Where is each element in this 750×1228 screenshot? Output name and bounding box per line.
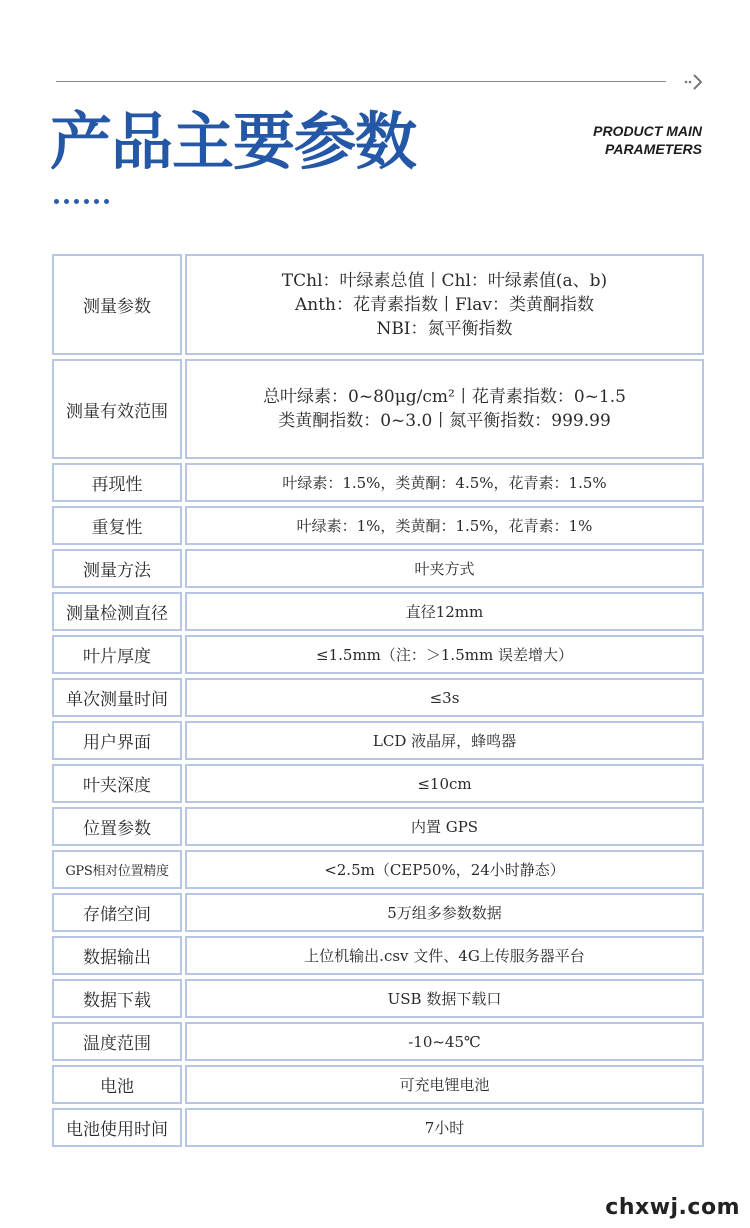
dot	[54, 199, 59, 204]
table-row	[52, 1108, 704, 1147]
table-row	[52, 506, 704, 545]
param-label: 再现性	[52, 463, 182, 502]
page-title: 产品主要参数	[50, 105, 417, 178]
param-label: GPS相对位置精度	[52, 850, 182, 889]
param-value-line: 总叶绿素：0~80μg/cm²丨花青素指数：0~1.5	[263, 387, 626, 407]
param-value: ≤1.5mm（注：＞1.5mm 误差增大）	[185, 635, 704, 674]
english-subtitle	[482, 122, 702, 158]
table-row	[52, 635, 704, 674]
param-label: 单次测量时间	[52, 678, 182, 717]
english-subtitle-line1: PRODUCT MAIN	[593, 123, 702, 139]
table-row	[52, 254, 704, 355]
table-row	[52, 893, 704, 932]
watermark-text: chxwj.com	[605, 1195, 740, 1220]
dot	[94, 199, 99, 204]
table-row	[52, 359, 704, 459]
param-label: 用户界面	[52, 721, 182, 760]
param-label: 存储空间	[52, 893, 182, 932]
dotted-chevron-right-icon	[684, 72, 706, 92]
param-label: 位置参数	[52, 807, 182, 846]
param-value: LCD 液晶屏，蜂鸣器	[185, 721, 704, 760]
table-row	[52, 678, 704, 717]
param-label: 温度范围	[52, 1022, 182, 1061]
table-row	[52, 764, 704, 803]
param-value: ≤10cm	[185, 764, 704, 803]
param-value: 5万组多参数数据	[185, 893, 704, 932]
dot	[64, 199, 69, 204]
param-value: 直径12mm	[185, 592, 704, 631]
param-value-line: NBI：氮平衡指数	[376, 318, 513, 339]
param-label: 测量检测直径	[52, 592, 182, 631]
table-row	[52, 979, 704, 1018]
param-value	[185, 359, 704, 459]
param-label: 叶片厚度	[52, 635, 182, 674]
param-value: 叶夹方式	[185, 549, 704, 588]
param-value: 叶绿素：1.5%，类黄酮：4.5%，花青素：1.5%	[185, 463, 704, 502]
table-row	[52, 936, 704, 975]
param-label: 测量方法	[52, 549, 182, 588]
param-value: <2.5m（CEP50%，24小时静态）	[185, 850, 704, 889]
param-label: 叶夹深度	[52, 764, 182, 803]
param-value: 可充电锂电池	[185, 1065, 704, 1104]
param-label: 电池使用时间	[52, 1108, 182, 1147]
param-value-line: 类黄酮指数：0~3.0丨氮平衡指数：999.99	[278, 411, 611, 431]
param-value: 内置 GPS	[185, 807, 704, 846]
table-row	[52, 850, 704, 889]
param-value: 7小时	[185, 1108, 704, 1147]
param-value-line: Anth：花青素指数丨Flav：类黄酮指数	[295, 294, 594, 315]
param-label: 重复性	[52, 506, 182, 545]
table-row	[52, 1022, 704, 1061]
header-divider	[56, 81, 666, 82]
table-row	[52, 549, 704, 588]
param-value: ≤3s	[185, 678, 704, 717]
param-label: 测量有效范围	[52, 359, 182, 459]
param-value: 叶绿素：1%，类黄酮：1.5%，花青素：1%	[185, 506, 704, 545]
table-row	[52, 592, 704, 631]
table-row	[52, 807, 704, 846]
param-value-line: TChl：叶绿素总值丨Chl：叶绿素值(a、b)	[281, 270, 608, 291]
table-row	[52, 1065, 704, 1104]
param-value: 上位机输出.csv 文件、4G上传服务器平台	[185, 936, 704, 975]
english-subtitle-line2: PARAMETERS	[605, 141, 702, 157]
param-value: USB 数据下载口	[185, 979, 704, 1018]
param-label: 电池	[52, 1065, 182, 1104]
param-label: 测量参数	[52, 254, 182, 355]
param-label: 数据输出	[52, 936, 182, 975]
parameters-table	[52, 254, 704, 1147]
dot	[74, 199, 79, 204]
table-row	[52, 463, 704, 502]
param-value: -10~45℃	[185, 1022, 704, 1061]
dot	[104, 199, 109, 204]
table-row	[52, 721, 704, 760]
dot	[84, 199, 89, 204]
param-label: 数据下载	[52, 979, 182, 1018]
decorative-dots	[54, 199, 109, 204]
param-value	[185, 254, 704, 355]
